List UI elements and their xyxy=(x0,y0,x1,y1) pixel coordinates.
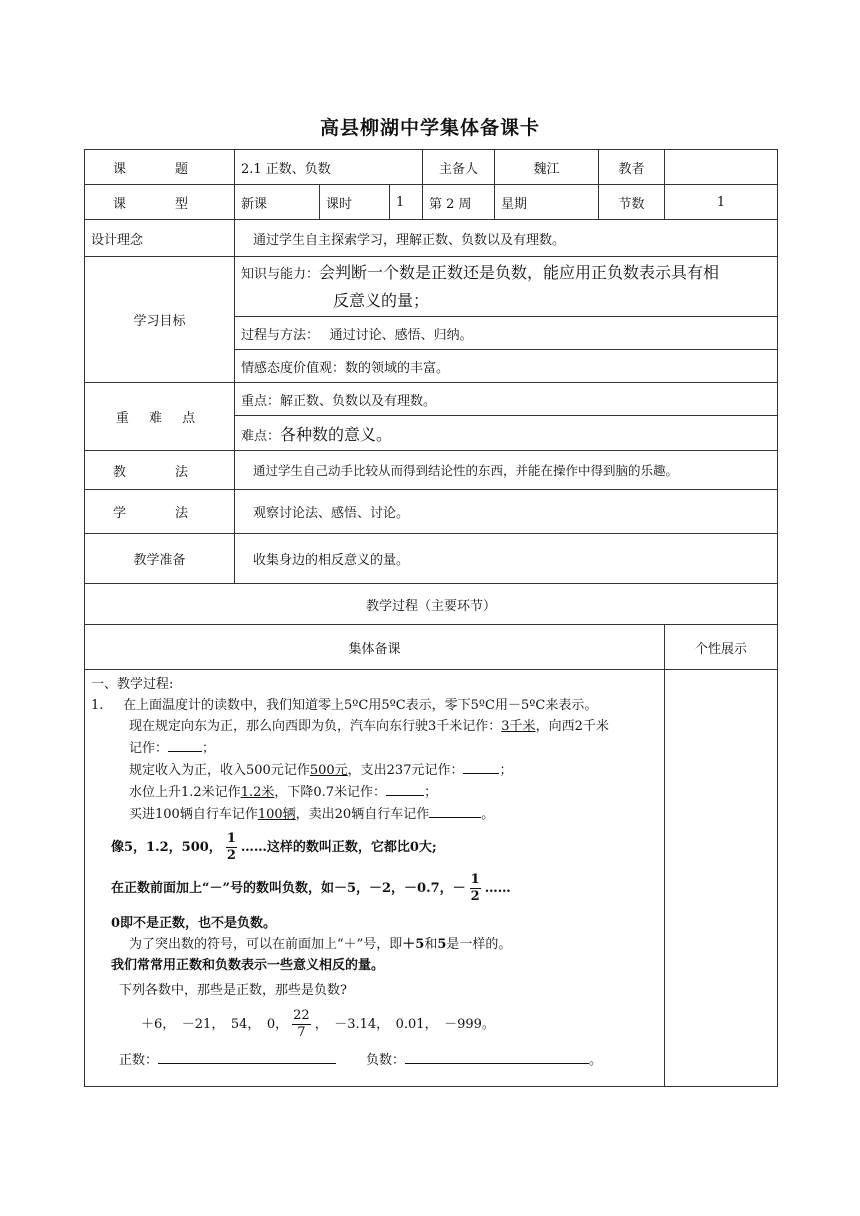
personal-display-content xyxy=(665,670,778,1087)
row-study-method xyxy=(85,490,778,534)
design-text: 通过学生自主探索学习，理解正数、负数以及有理数。 xyxy=(235,220,778,257)
row-process-header xyxy=(85,584,778,625)
study-method-text: 观察讨论法、感悟、讨论。 xyxy=(235,490,778,534)
hours-label: 课时 xyxy=(320,185,390,220)
positive-answer-blank[interactable] xyxy=(158,1049,336,1064)
teach-method-label: 教 法 xyxy=(85,451,235,490)
sign-note: 为了突出数的符号，可以在前面加上“＋”号，即＋5和5是一样的。 xyxy=(129,937,512,952)
goal-process: 过程与方法： 通过讨论、感悟、归纳。 xyxy=(235,317,778,350)
goal-knowledge-text: 会判断一个数是正数还是负数，能应用正负数表示具有相 xyxy=(319,262,720,282)
negative-answer-blank[interactable] xyxy=(405,1049,589,1064)
answer-line: 正数： 负数： 。 xyxy=(91,1049,660,1071)
content-line-4: 规定收入为正，收入500元记作500元，支出237元记作： ； xyxy=(91,759,660,781)
process-header: 教学过程（主要环节） xyxy=(85,584,778,625)
row-topic xyxy=(85,150,778,185)
type-label: 课 型 xyxy=(85,185,235,220)
week-value: 第 2 周 xyxy=(423,185,495,220)
goals-label: 学习目标 xyxy=(85,257,235,383)
owner-value: 魏江 xyxy=(495,150,599,185)
fraction-half: $\frac{1}{2}$ xyxy=(226,831,236,863)
negative-definition: 在正数前面加上“－”号的数叫负数，如－5，－2，－0.7，－ $\frac{1}{2}$ …… xyxy=(111,872,511,904)
process-content xyxy=(85,670,665,1087)
row-type xyxy=(85,185,778,220)
exercise-question: 下列各数中，那些是正数，那些是负数? xyxy=(119,983,347,998)
study-method-label: 学 法 xyxy=(85,490,235,534)
row-teach-method xyxy=(85,451,778,490)
goal-emotion: 情感态度价值观：数的领域的丰富。 xyxy=(235,350,778,383)
hours-value: 1 xyxy=(390,185,423,220)
prep-text: 收集身边的相反意义的量。 xyxy=(235,534,778,584)
row-collective-header xyxy=(85,625,778,670)
row-process-content xyxy=(85,670,778,1087)
page-title: 高县柳湖中学集体备课卡 xyxy=(319,117,540,139)
row-goal-knowledge xyxy=(85,257,778,317)
type-value: 新课 xyxy=(235,185,320,220)
teach-method-text: 通过学生自己动手比较从而得到结论性的东西，并能在操作中得到脑的乐趣。 xyxy=(235,451,778,490)
prep-label: 教学准备 xyxy=(85,534,235,584)
content-line-3: 记作： ； xyxy=(91,737,660,759)
zero-definition: 0即不是正数，也不是负数。 xyxy=(111,916,277,931)
exercise-numbers: ＋6， －21， 54， 0， $\frac{22}{7}$ ， －3.14， 0.01， －999。 xyxy=(141,1008,495,1040)
positive-definition: 像5，1.2，500， $\frac{1}{2}$ ……这样的数叫正数，它都比0大; xyxy=(111,831,437,863)
goal-knowledge-label: 知识与能力： xyxy=(241,266,320,282)
lesson-card-table xyxy=(84,149,778,1087)
difficulty-label: 重 难 点 xyxy=(85,383,235,451)
goal-knowledge xyxy=(235,257,778,317)
owner-label: 主备人 xyxy=(423,150,495,185)
collective-header: 集体备课 xyxy=(85,625,665,670)
teacher-value xyxy=(665,150,778,185)
content-line-2: 现在规定向东为正，那么向西即为负，汽车向东行驶3千米记作：3千米，向西2千米 xyxy=(129,719,609,734)
row-design xyxy=(85,220,778,257)
personal-header: 个性展示 xyxy=(665,625,778,670)
teacher-label: 教者 xyxy=(599,150,665,185)
topic-label: 课 题 xyxy=(85,150,235,185)
content-line-6: 买进100辆自行车记作100辆，卖出20辆自行车记作 。 xyxy=(91,803,660,825)
topic-value: 2.1 正数、负数 xyxy=(235,150,423,185)
weekday-label: 星期 xyxy=(495,185,599,220)
row-key xyxy=(85,383,778,416)
design-label: 设计理念 xyxy=(85,220,235,257)
row-prep xyxy=(85,534,778,584)
fraction-22-7: $\frac{22}{7}$ xyxy=(293,1008,310,1040)
fraction-half-negative: $\frac{1}{2}$ xyxy=(470,872,480,904)
hard-point: 难点：各种数的意义。 xyxy=(235,416,778,451)
content-line-5: 水位上升1.2米记作1.2米，下降0.7米记作： ； xyxy=(91,781,660,803)
opposite-quantities-note: 我们常常用正数和负数表示一些意义相反的量。 xyxy=(111,958,385,973)
section-value: 1 xyxy=(665,185,778,220)
key-point: 重点：解正数、负数以及有理数。 xyxy=(235,383,778,416)
content-heading: 一、教学过程: xyxy=(91,677,174,692)
goal-knowledge-text-2: 反意义的量； xyxy=(333,290,430,310)
content-line-1: 1. 在上面温度计的读数中，我们知道零上5ºC用5ºC表示，零下5ºC用－5ºC来表示。 xyxy=(91,698,598,713)
section-label: 节数 xyxy=(599,185,665,220)
